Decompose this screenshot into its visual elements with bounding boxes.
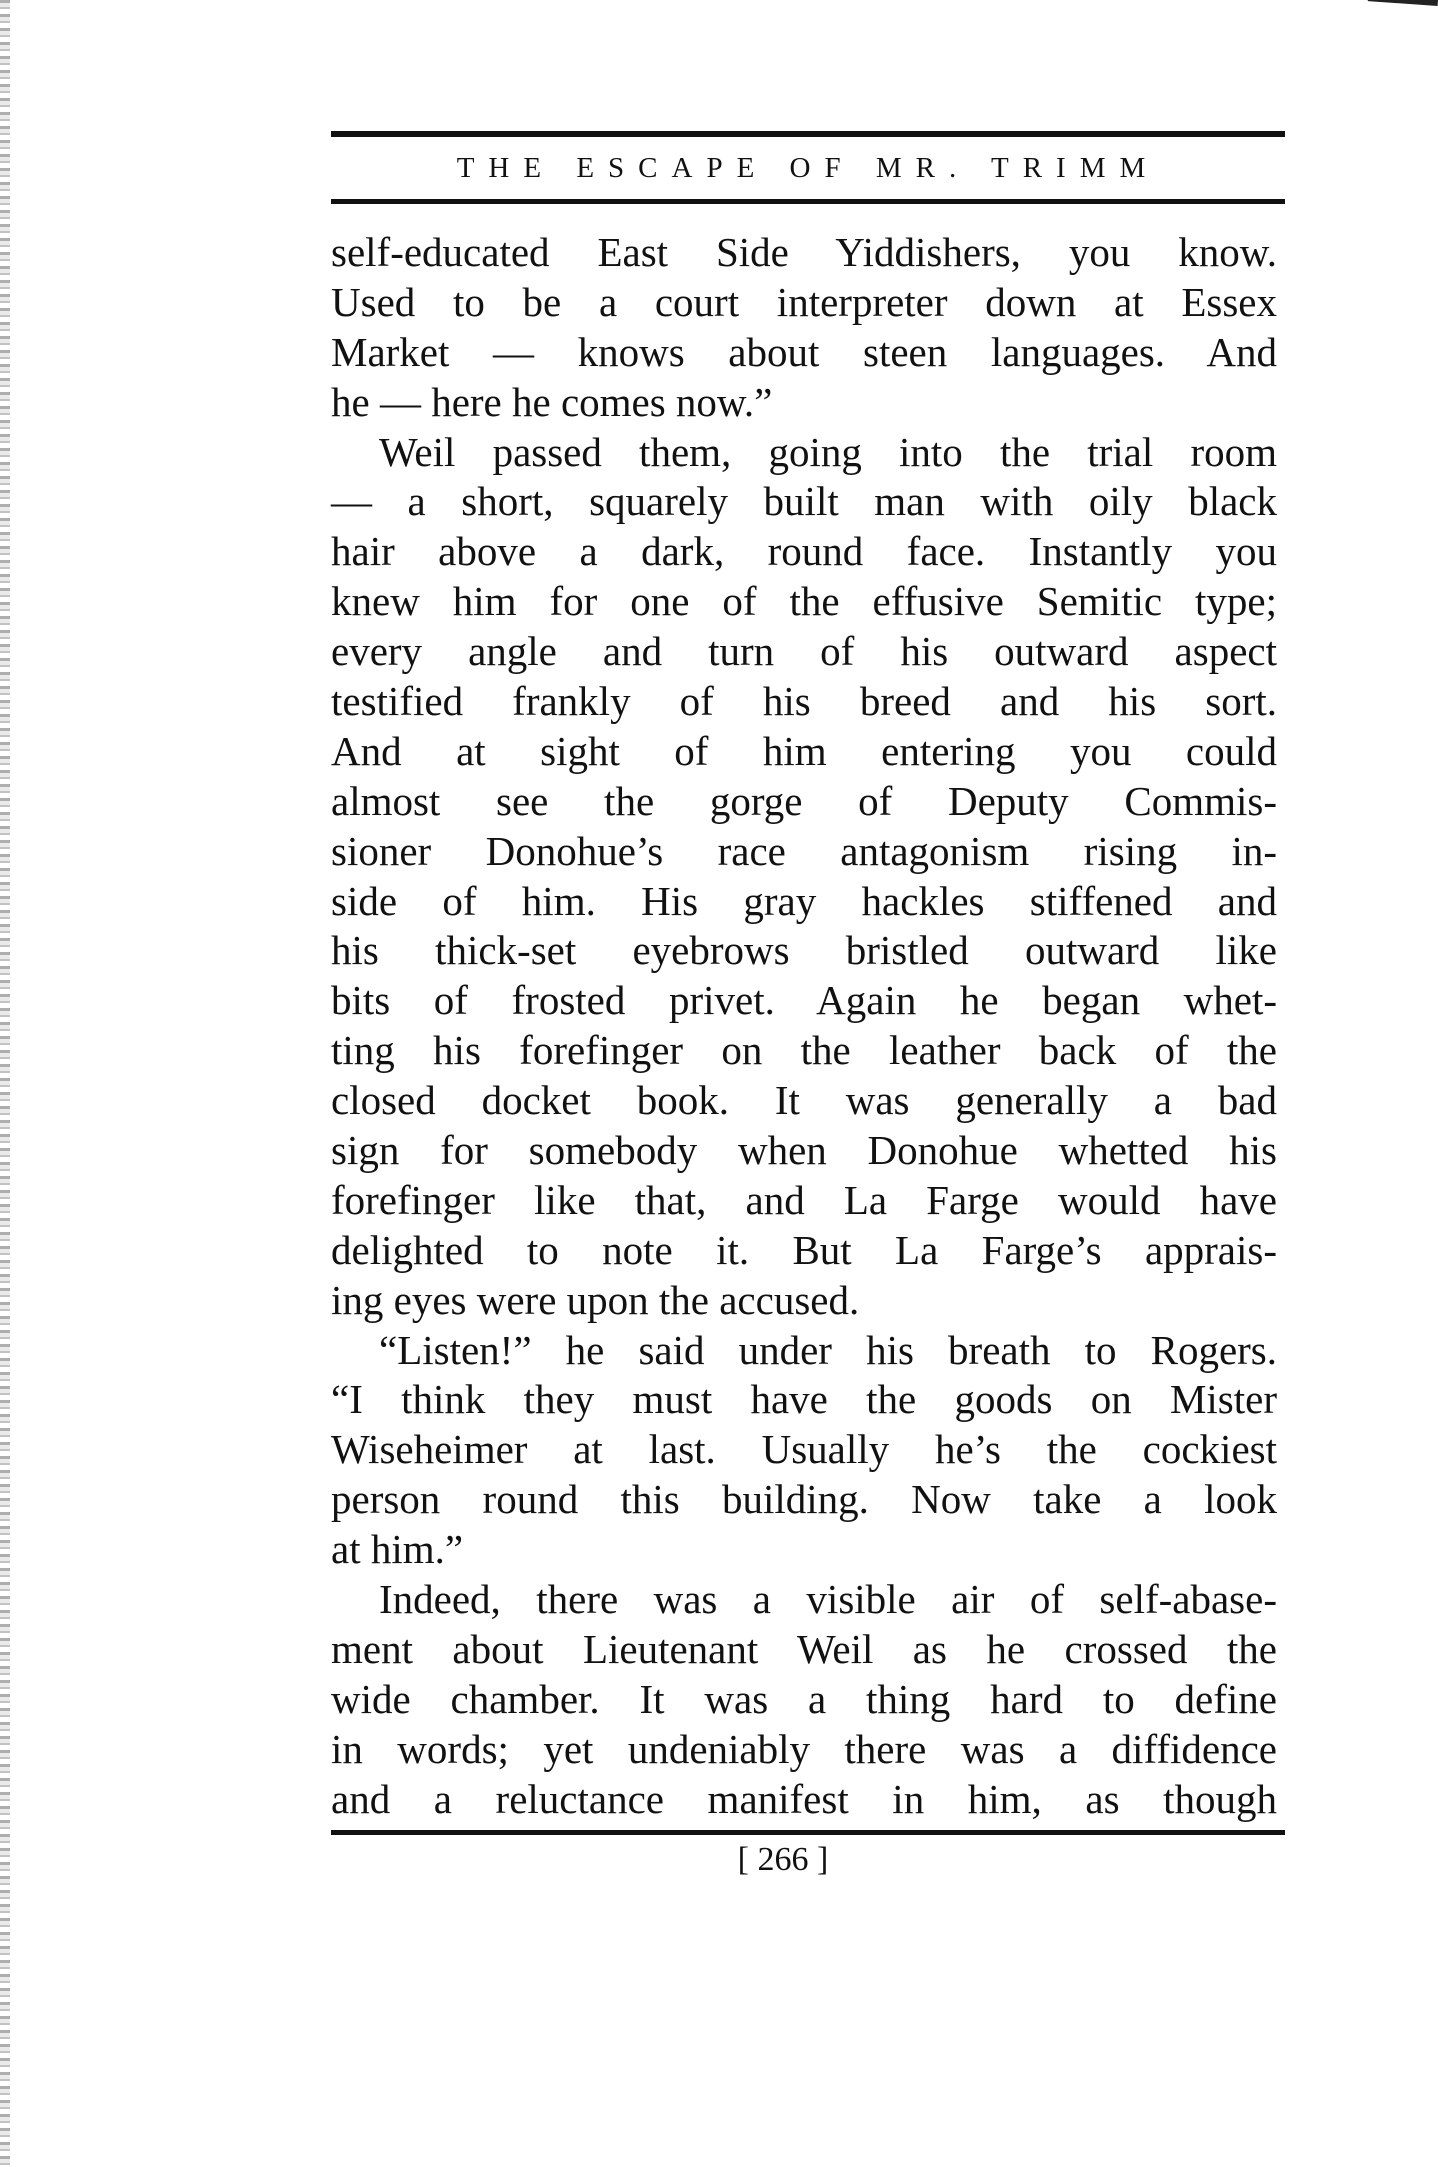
text-line: at him.” <box>331 1526 464 1573</box>
text-line: sign for somebody when Donohue whetted his <box>331 1127 1277 1174</box>
text-line: Indeed, there was a visible air of self-abase- <box>379 1576 1277 1623</box>
text-line: Weil passed them, going into the trial room <box>379 428 1277 475</box>
text-line: person round this building. Now take a look <box>331 1476 1277 1523</box>
body-text <box>331 228 1277 1825</box>
text-line: he — here he comes now.” <box>331 378 773 425</box>
scan-edge-shadow <box>0 0 10 2167</box>
footer-rule <box>331 1830 1285 1835</box>
text-line: delighted to note it. But La Farge’s apprais- <box>331 1226 1277 1273</box>
text-line: his thick-set eyebrows bristled outward like <box>331 927 1277 974</box>
text-line: Market — knows about steen languages. And <box>331 328 1277 375</box>
header-rule-bottom <box>331 199 1285 204</box>
text-line: hair above a dark, round face. Instantly you <box>331 528 1277 575</box>
text-line: forefinger like that, and La Farge would have <box>331 1176 1277 1223</box>
text-line: closed docket book. It was generally a bad <box>331 1077 1277 1124</box>
text-line: “I think they must have the goods on Mister <box>331 1376 1277 1423</box>
text-line: every angle and turn of his outward aspect <box>331 628 1277 675</box>
text-line: ting his forefinger on the leather back of the <box>331 1027 1277 1074</box>
text-line: Wiseheimer at last. Usually he’s the cockiest <box>331 1426 1277 1473</box>
text-line: in words; yet undeniably there was a diffidence <box>331 1725 1277 1772</box>
text-line: — a short, squarely built man with oily black <box>331 478 1277 525</box>
scan-corner-mark <box>1368 0 1438 6</box>
text-line: sioner Donohue’s race antagonism rising in- <box>331 827 1277 874</box>
text-line: ment about Lieutenant Weil as he crossed the <box>331 1625 1277 1672</box>
text-line: Used to be a court interpreter down at Essex <box>331 278 1277 325</box>
text-line: bits of frosted privet. Again he began whet- <box>331 977 1277 1024</box>
text-line: knew him for one of the effusive Semitic type; <box>331 578 1277 625</box>
text-line: side of him. His gray hackles stiffened and <box>331 877 1277 924</box>
text-line: self-educated East Side Yiddishers, you know. <box>331 229 1277 275</box>
text-line: “Listen!” he said under his breath to Rogers. <box>379 1326 1277 1373</box>
page-number: [ 266 ] <box>737 1841 829 1878</box>
text-line: wide chamber. It was a thing hard to define <box>331 1675 1277 1722</box>
text-line: and a reluctance manifest in him, as though <box>331 1775 1277 1822</box>
header-rule-top <box>331 131 1285 137</box>
text-line: testified frankly of his breed and his sort. <box>331 678 1277 725</box>
text-line: And at sight of him entering you could <box>331 727 1277 774</box>
text-line: ing eyes were upon the accused. <box>331 1276 860 1323</box>
text-line: almost see the gorge of Deputy Commis- <box>331 777 1277 824</box>
running-title: THE ESCAPE OF MR. TRIMM <box>456 152 1160 184</box>
